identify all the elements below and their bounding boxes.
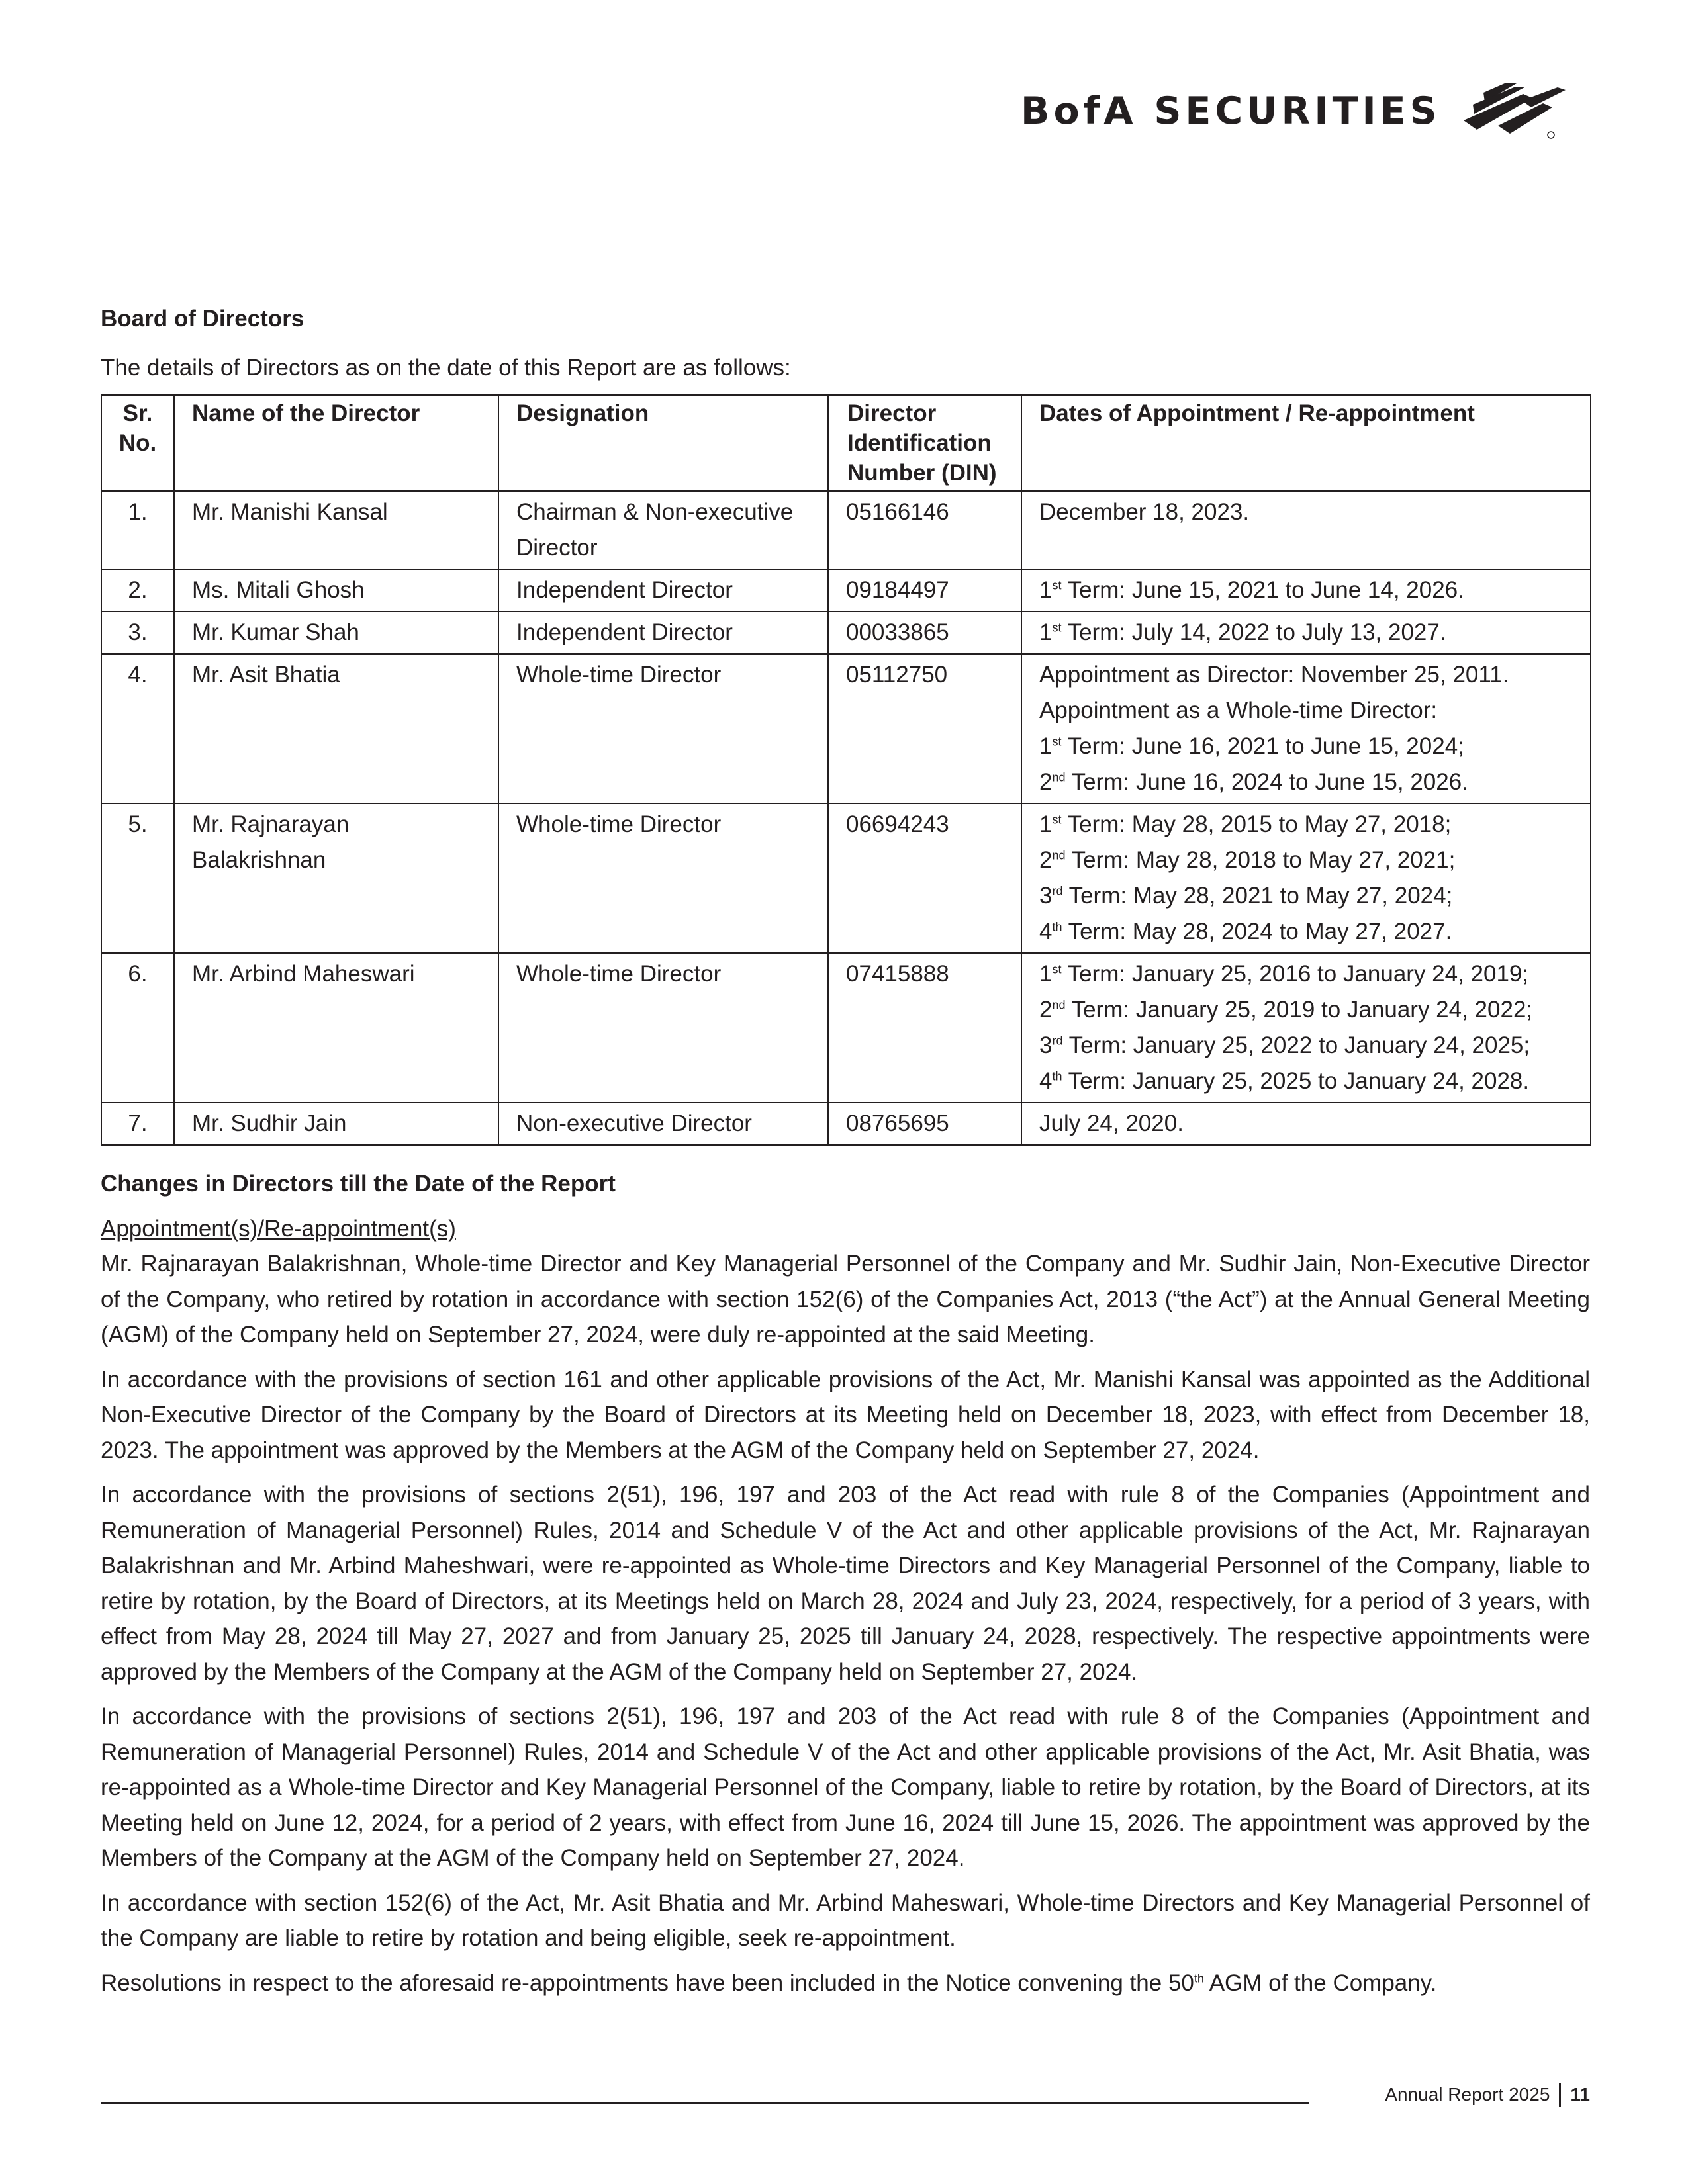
cell-appointment-dates [1021, 803, 1591, 953]
date-line-tail: Term: July 14, 2022 to July 13, 2027. [1061, 619, 1446, 645]
appointment-date-line [1039, 657, 1581, 693]
table-row [101, 803, 1591, 953]
changes-title: Changes in Directors till the Date of the Report [101, 1171, 616, 1197]
appointment-date-line [1039, 992, 1581, 1028]
header-name: Name of the Director [174, 395, 498, 491]
cell-sr-no: 5. [101, 803, 174, 953]
company-logo [1021, 85, 1577, 138]
cell-din: 05112750 [828, 654, 1021, 803]
header-dates: Dates of Appointment / Re-appointment [1021, 395, 1591, 491]
directors-table-body [101, 491, 1591, 1145]
ordinal-suffix: nd [1052, 848, 1066, 862]
date-line-tail: Term: January 25, 2022 to January 24, 2025; [1062, 1032, 1530, 1058]
appointment-date-line [1039, 914, 1581, 950]
appointment-date-line [1039, 615, 1581, 651]
cell-sr-no: 6. [101, 953, 174, 1103]
cell-director-name: Mr. Arbind Maheswari [174, 953, 498, 1103]
cell-director-name: Ms. Mitali Ghosh [174, 569, 498, 612]
appointment-date-line [1039, 764, 1581, 800]
appointment-date-line [1039, 807, 1581, 842]
cell-director-name: Mr. Rajnarayan Balakrishnan [174, 803, 498, 953]
cell-director-name: Mr. Kumar Shah [174, 612, 498, 654]
appointment-date-line [1039, 878, 1581, 914]
appointment-date-line [1039, 494, 1581, 530]
date-line-text: 1 [1039, 619, 1053, 645]
appointment-date-line [1039, 572, 1581, 608]
appointment-date-line [1039, 1106, 1581, 1142]
date-line-tail: Term: January 25, 2025 to January 24, 2028. [1062, 1068, 1530, 1094]
cell-designation: Independent Director [498, 612, 828, 654]
ordinal-suffix: rd [1052, 884, 1063, 898]
directors-table [101, 394, 1591, 1146]
header-sr-line1: Sr. [122, 400, 153, 426]
last-paragraph-sup: th [1194, 1971, 1204, 1985]
appointment-date-line [1039, 842, 1581, 878]
page-footer [1324, 2081, 1590, 2108]
date-line-text: Appointment as a Whole-time Director: [1039, 698, 1438, 723]
date-line-text: 2 [1039, 769, 1053, 795]
table-row [101, 1103, 1591, 1145]
footer-label: Annual Report 2025 [1385, 2084, 1550, 2105]
cell-designation: Non-executive Director [498, 1103, 828, 1145]
cell-din: 06694243 [828, 803, 1021, 953]
date-line-text: Appointment as Director: November 25, 2011. [1039, 662, 1509, 688]
cell-designation: Independent Director [498, 569, 828, 612]
appointment-date-line [1039, 956, 1581, 992]
date-line-text: 4 [1039, 1068, 1053, 1094]
changes-paragraph: In accordance with the provisions of section 161 and other applicable provisions of the Act, Mr. Manishi Kansal was appointed as the Additional Non-Executive Director of the Company by the Board of Directors at its Meeting held on December 18, 2023, with effect from December 18, 2023. The appointment was approved by the Members at the AGM of the Company held on September 27, 2024. [101, 1366, 1590, 1463]
section-intro: The details of Directors as on the date of this Report are as follows: [101, 355, 791, 381]
date-line-text: 1 [1039, 733, 1053, 759]
table-header-row [101, 395, 1591, 491]
ordinal-suffix: st [1052, 962, 1062, 976]
date-line-tail: Term: May 28, 2024 to May 27, 2027. [1062, 919, 1452, 944]
date-line-text: 1 [1039, 577, 1053, 603]
ordinal-suffix: st [1052, 621, 1062, 635]
table-row [101, 569, 1591, 612]
table-row [101, 612, 1591, 654]
cell-designation: Whole-time Director [498, 654, 828, 803]
ordinal-suffix: rd [1052, 1034, 1063, 1048]
changes-paragraph: Mr. Rajnarayan Balakrishnan, Whole-time Director and Key Managerial Personnel of the Company and Mr. Sudhir Jain, Non-Executive Director of the Company, who retired by rotation in accordance with section 152(6) of the Companies Act, 2013 (“the Act”) at the Annual General Meeting (AGM) of the Company held on September 27, 2024, were duly re-appointed at the said Meeting. [101, 1251, 1590, 1347]
date-line-tail: Term: June 16, 2024 to June 15, 2026. [1065, 769, 1468, 795]
footer-separator [1559, 2083, 1561, 2107]
date-line-text: 3 [1039, 1032, 1053, 1058]
cell-sr-no: 3. [101, 612, 174, 654]
cell-director-name: Mr. Sudhir Jain [174, 1103, 498, 1145]
date-line-tail: Term: June 16, 2021 to June 15, 2024; [1061, 733, 1464, 759]
header-sr-no [101, 395, 174, 491]
page-number: 11 [1570, 2084, 1590, 2105]
last-paragraph-tail: AGM of the Company. [1203, 1970, 1437, 1996]
changes-paragraph: In accordance with the provisions of sections 2(51), 196, 197 and 203 of the Act read with rule 8 of the Companies (Appointment and Remuneration of Managerial Personnel) Rules, 2014 and Schedule V of the Act and other applicable provisions of the Act, Mr. Asit Bhatia, was re-appointed as a Whole-time Director and Key Managerial Personnel of the Company, liable to retire by rotation, by the Board of Directors, at its Meeting held on June 12, 2024, for a period of 2 years, with effect from June 16, 2024 till June 15, 2026. The appointment was approved by the Members of the Company at the AGM of the Company held on September 27, 2024. [101, 1704, 1590, 1871]
changes-subhead: Appointment(s)/Re-appointment(s) [101, 1216, 456, 1242]
appointment-date-line [1039, 693, 1581, 729]
cell-appointment-dates [1021, 491, 1591, 569]
cell-designation: Whole-time Director [498, 803, 828, 953]
flag-icon [1458, 81, 1571, 142]
logo-wordmark: BofA SECURITIES [1021, 89, 1441, 133]
cell-appointment-dates [1021, 569, 1591, 612]
date-line-tail: Term: June 15, 2021 to June 14, 2026. [1061, 577, 1464, 603]
table-row [101, 491, 1591, 569]
header-din: Director Identification Number (DIN) [828, 395, 1021, 491]
date-line-text: 2 [1039, 847, 1053, 873]
header-sr-line2: No. [118, 430, 157, 456]
cell-appointment-dates [1021, 612, 1591, 654]
date-line-text: 3 [1039, 883, 1053, 909]
ordinal-suffix: st [1052, 578, 1062, 592]
last-paragraph-text: Resolutions in respect to the aforesaid re-appointments have been included in the Notice convening the 50 [101, 1970, 1194, 1996]
changes-paragraphs [101, 1246, 1590, 1956]
date-line-text: July 24, 2020. [1039, 1111, 1184, 1136]
cell-din: 05166146 [828, 491, 1021, 569]
date-line-text: 4 [1039, 919, 1053, 944]
cell-appointment-dates [1021, 953, 1591, 1103]
ordinal-suffix: nd [1052, 770, 1066, 784]
table-row [101, 654, 1591, 803]
ordinal-suffix: st [1052, 735, 1062, 749]
cell-designation: Whole-time Director [498, 953, 828, 1103]
cell-din: 07415888 [828, 953, 1021, 1103]
cell-din: 00033865 [828, 612, 1021, 654]
date-line-text: 1 [1039, 961, 1053, 987]
date-line-tail: Term: May 28, 2015 to May 27, 2018; [1061, 811, 1452, 837]
appointment-date-line [1039, 1064, 1581, 1099]
ordinal-suffix: nd [1052, 998, 1066, 1012]
appointment-date-line [1039, 1028, 1581, 1064]
date-line-tail: Term: May 28, 2021 to May 27, 2024; [1062, 883, 1453, 909]
cell-sr-no: 4. [101, 654, 174, 803]
date-line-text: 2 [1039, 997, 1053, 1023]
cell-sr-no: 2. [101, 569, 174, 612]
date-line-text: 1 [1039, 811, 1053, 837]
cell-director-name: Mr. Manishi Kansal [174, 491, 498, 569]
cell-designation: Chairman & Non-executive Director [498, 491, 828, 569]
cell-appointment-dates [1021, 654, 1591, 803]
cell-sr-no: 1. [101, 491, 174, 569]
changes-paragraph: In accordance with the provisions of sections 2(51), 196, 197 and 203 of the Act read with rule 8 of the Companies (Appointment and Remuneration of Managerial Personnel) Rules, 2014 and Schedule V of the Act and other applicable provisions of the Act, Mr. Rajnarayan Balakrishnan and Mr. Arbind Maheshwari, were re-appointed as Whole-time Directors and Key Managerial Personnel of the Company, liable to retire by rotation, by the Board of Directors, at its Meetings held on March 28, 2024 and July 23, 2024, respectively, for a period of 3 years, with effect from May 28, 2024 till May 27, 2027 and from January 25, 2025 till January 24, 2028, respectively. The respective appointments were approved by the Members of the Company at the AGM of the Company held on September 27, 2024. [101, 1482, 1590, 1685]
date-line-tail: Term: May 28, 2018 to May 27, 2021; [1065, 847, 1456, 873]
date-line-text: December 18, 2023. [1039, 499, 1250, 525]
ordinal-suffix: th [1052, 1069, 1062, 1083]
cell-sr-no: 7. [101, 1103, 174, 1145]
changes-paragraph-last [101, 1966, 1590, 2001]
header-designation: Designation [498, 395, 828, 491]
cell-din: 08765695 [828, 1103, 1021, 1145]
footer-rule [101, 2102, 1309, 2104]
table-row [101, 953, 1591, 1103]
cell-appointment-dates [1021, 1103, 1591, 1145]
date-line-tail: Term: January 25, 2016 to January 24, 2019; [1061, 961, 1529, 987]
date-line-tail: Term: January 25, 2019 to January 24, 2022; [1065, 997, 1533, 1023]
main-content [101, 303, 1590, 2010]
changes-paragraph: In accordance with section 152(6) of the Act, Mr. Asit Bhatia and Mr. Arbind Maheswari, Whole-time Directors and Key Managerial Personnel of the Company are liable to retire by rotation and being eligible, seek re-appointment. [101, 1889, 1590, 1951]
cell-din: 09184497 [828, 569, 1021, 612]
ordinal-suffix: st [1052, 813, 1062, 827]
appointment-date-line [1039, 729, 1581, 764]
ordinal-suffix: th [1052, 920, 1062, 934]
section-title: Board of Directors [101, 306, 305, 332]
cell-director-name: Mr. Asit Bhatia [174, 654, 498, 803]
